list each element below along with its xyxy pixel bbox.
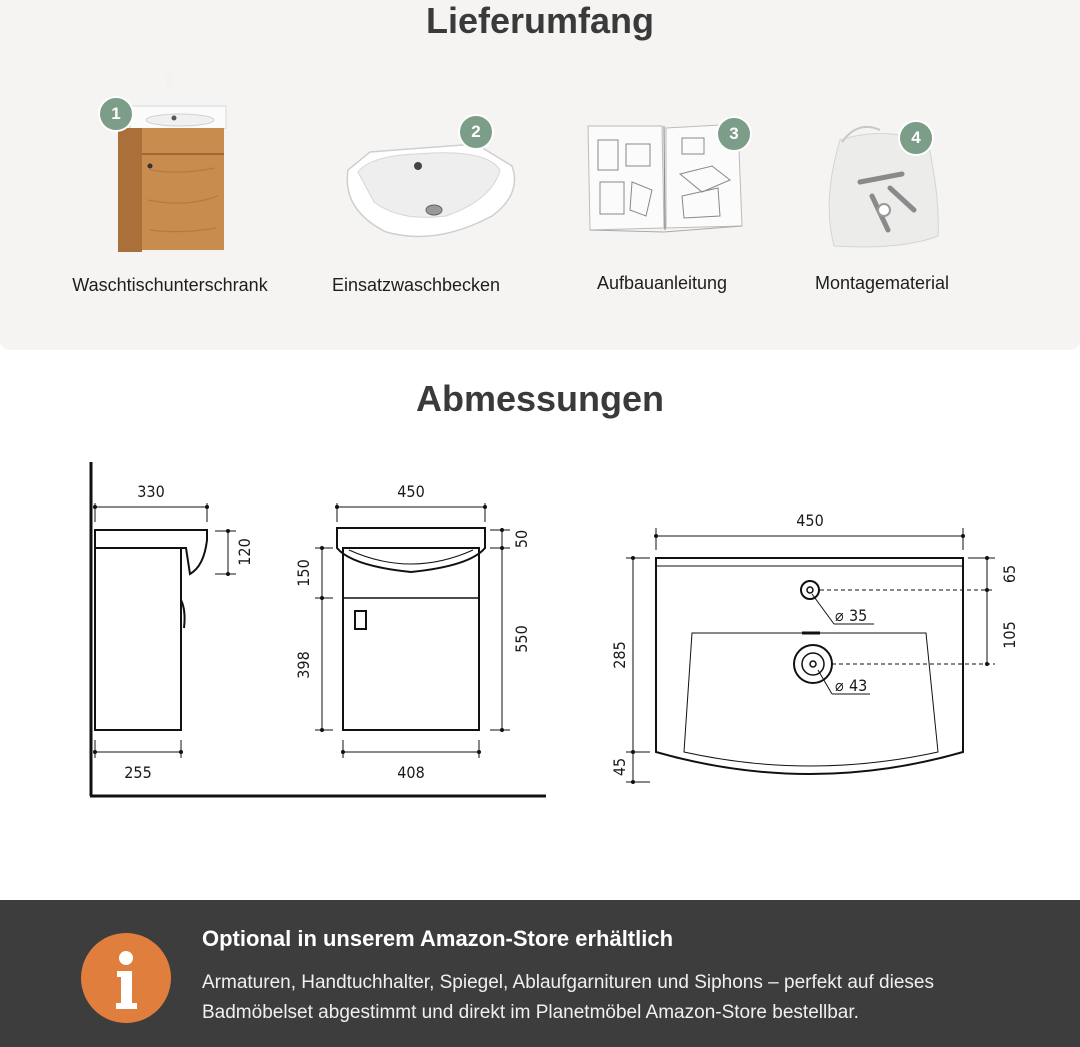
dim-basin-depth: 285 xyxy=(610,641,629,669)
info-icon xyxy=(81,933,171,1023)
side-cabinet xyxy=(95,548,181,730)
dim-front-width-bottom: 408 xyxy=(397,763,425,782)
diameter-symbol: ⌀ xyxy=(835,676,844,695)
delivery-item-washbasin xyxy=(296,70,536,310)
item-label: Aufbauanleitung xyxy=(596,273,728,293)
diameter-symbol: ⌀ xyxy=(835,606,844,625)
item-number-badge: 1 xyxy=(98,96,134,132)
item-number-badge: 2 xyxy=(458,114,494,150)
info-title: Optional in unserem Amazon-Store erhältlich xyxy=(202,926,674,951)
dim-side-basin-height: 120 xyxy=(235,538,254,566)
dim-basin-tap-offset: 65 xyxy=(1000,564,1019,584)
tap-hole xyxy=(801,581,819,599)
door-handle xyxy=(355,611,366,629)
item-label: Waschtischunterschrank xyxy=(72,275,268,295)
item-label: Montagematerial xyxy=(814,273,950,293)
dim-side-depth-bottom: 255 xyxy=(124,763,152,782)
item-number-badge: 4 xyxy=(898,120,934,156)
delivery-item-manual xyxy=(542,70,782,310)
dimensions-title: Abmessungen xyxy=(415,378,665,419)
dim-front-basin-lip: 50 xyxy=(512,529,531,549)
delivery-item-hardware xyxy=(762,70,1002,310)
delivery-item-cabinet xyxy=(50,70,290,310)
dimension-drawing xyxy=(0,440,1080,820)
front-basin xyxy=(337,528,485,572)
dim-front-total-height: 550 xyxy=(512,625,531,653)
info-text xyxy=(202,968,1022,1028)
dim-basin-drain-offset: 105 xyxy=(1000,621,1019,649)
info-text-line: Badmöbelset abgestimmt und direkt im Planetmöbel Amazon-Store bestellbar. xyxy=(202,1002,859,1023)
info-text-line: Armaturen, Handtuchhalter, Spiegel, Ablaufgarnituren und Siphons – perfekt auf dieses xyxy=(202,972,934,993)
side-basin xyxy=(95,530,207,574)
item-label: Einsatzwaschbecken xyxy=(331,275,501,295)
dim-front-width-top: 450 xyxy=(397,482,425,501)
dim-tap-hole: 35 xyxy=(849,606,868,625)
dim-side-depth-top: 330 xyxy=(137,482,165,501)
basin-outline xyxy=(656,558,963,774)
dim-basin-width: 450 xyxy=(796,511,824,530)
cabinet-icon xyxy=(50,70,290,270)
dim-front-door-height: 398 xyxy=(294,651,313,679)
manual-icon xyxy=(542,70,782,270)
washbasin-icon xyxy=(296,70,536,270)
dim-drain-hole: 43 xyxy=(849,676,868,695)
dim-basin-front-edge: 45 xyxy=(610,757,629,777)
dim-front-basin-zone: 150 xyxy=(294,559,313,587)
item-number-badge: 3 xyxy=(716,116,752,152)
front-cabinet xyxy=(343,548,479,730)
drain-hole xyxy=(794,645,832,683)
hardware-bag-icon xyxy=(762,70,1002,270)
delivery-title: Lieferumfang xyxy=(425,0,655,41)
